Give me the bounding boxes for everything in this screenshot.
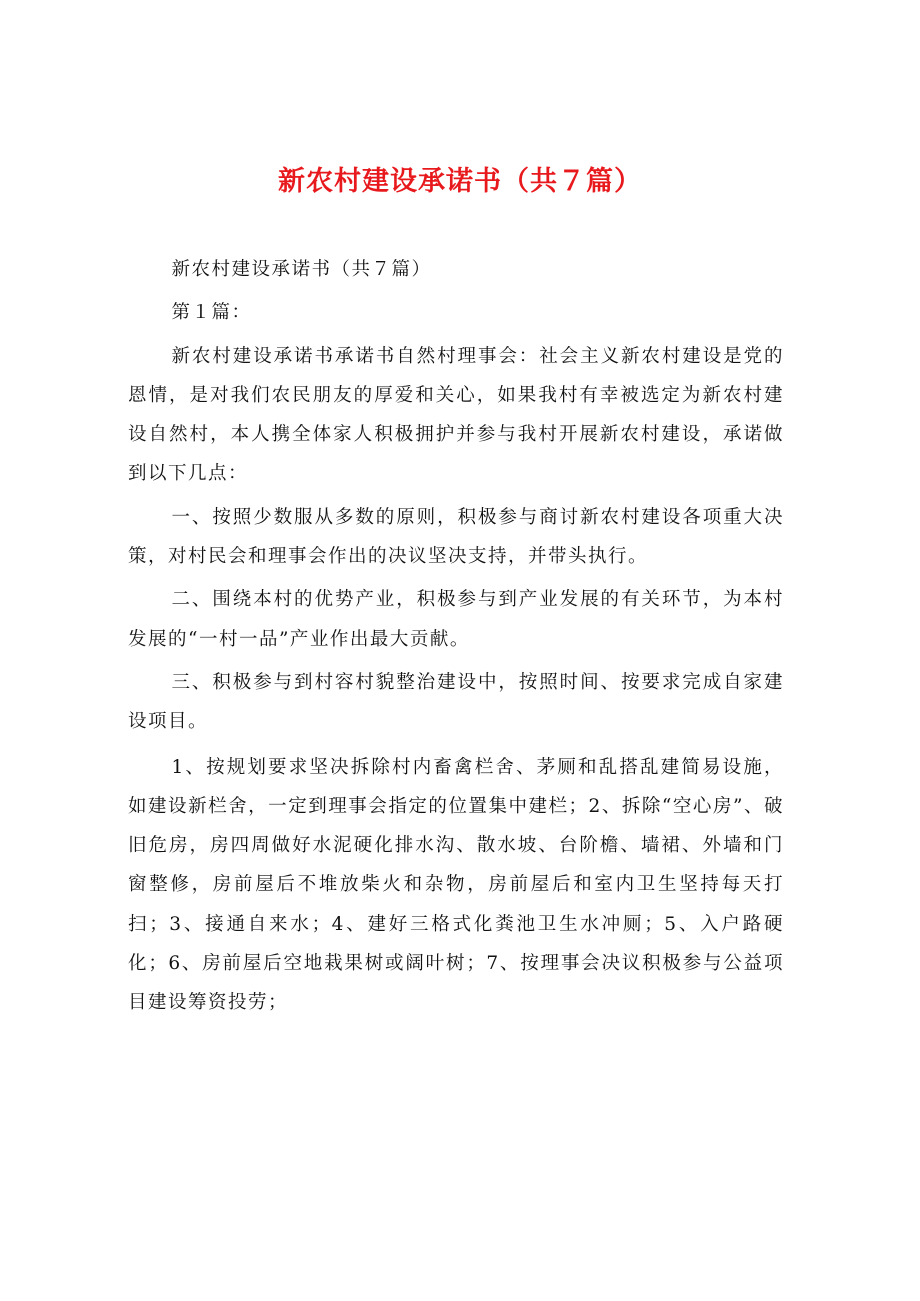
paragraph-item-details: 1、按规划要求坚决拆除村内畜禽栏舍、茅厕和乱搭乱建简易设施，如建设新栏舍，一定到理事会指定的位置集中建栏；2、拆除“空心房”、破旧危房，房四周做好水泥硬化排水沟、散水坡、台阶檐、墙裙、外墙和门窗整修，房前屋后不堆放柴火和杂物，房前屋后和室内卫生坚持每天打扫；3、接通自来水；4、建好三格式化粪池卫生水冲厕；5、入户路硬化；6、房前屋后空地栽果树或阔叶树；7、按理事会决议积极参与公益项目建设筹资投劳； [128,756,784,1014]
paragraph-intro: 新农村建设承诺书承诺书自然村理事会：社会主义新农村建设是党的恩情，是对我们农民朋友的厚爱和关心，如果我村有幸被选定为新农村建设自然村，本人携全体家人积极拥护并参与我村开展新农村建设，承诺做到以下几点： [128,345,784,485]
paragraph-section-heading: 第１篇： [171,302,252,324]
paragraph-item-1: 一、按照少数服从多数的原则，积极参与商讨新农村建设各项重大决策，对村民会和理事会作出的决议坚决支持，并带头执行。 [128,506,784,568]
paragraph-subtitle: 新农村建设承诺书（共７篇） [171,259,432,280]
document-title: 新农村建设承诺书（共７篇） [278,166,642,197]
document-body [128,250,784,1023]
paragraph-item-2: 二、围绕本村的优势产业，积极参与到产业发展的有关环节，为本村发展的“一村一品”产业作出最大贡献。 [128,589,784,650]
paragraph-item-3: 三、积极参与到村容村貌整治建设中，按照时间、按要求完成自家建设项目。 [128,671,784,733]
